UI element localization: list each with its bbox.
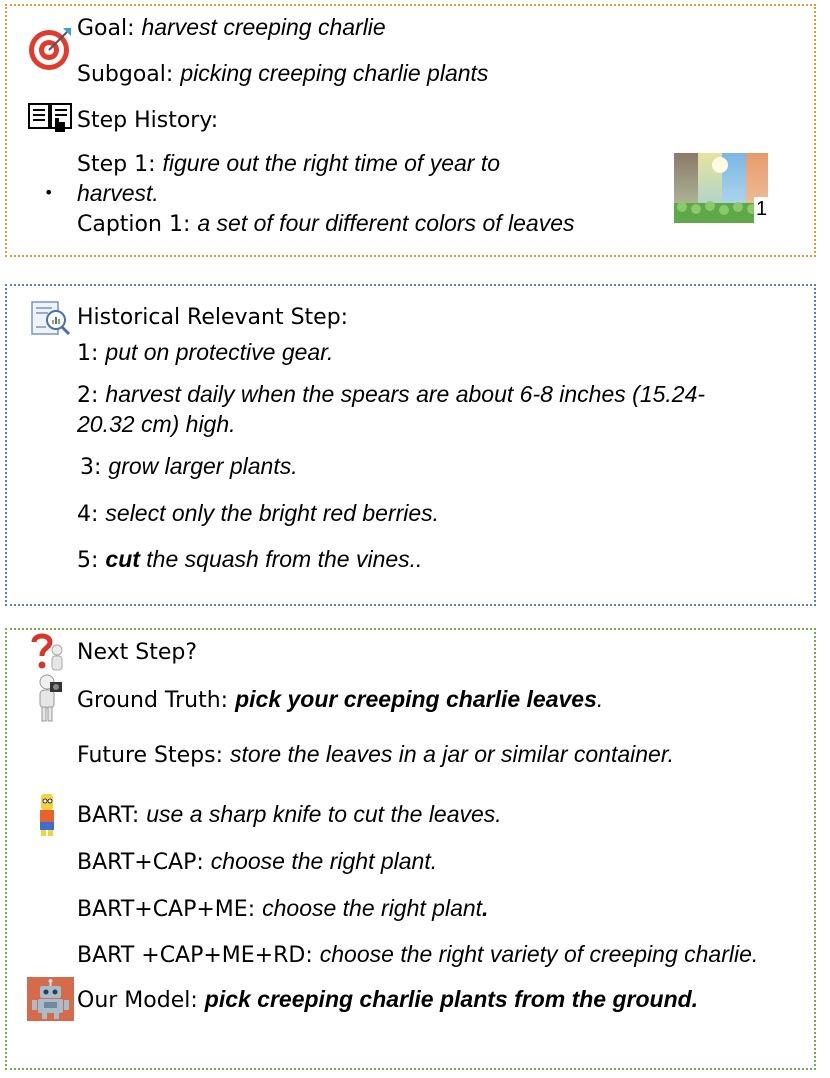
figure-with-camera-icon — [34, 674, 64, 722]
cartoon-character-icon — [36, 794, 58, 836]
future-steps-value: store the leaves in a jar or similar container. — [230, 741, 675, 767]
relevant-step-3: 3: grow larger plants. — [80, 453, 298, 480]
subgoal-value: picking creeping charlie plants — [180, 60, 489, 86]
bart-cap-value: choose the right plant. — [210, 848, 438, 874]
bart-value: use a sharp knife to cut the leaves. — [146, 801, 502, 827]
bart-cap-me-rd-value: choose the right variety of creeping charlie. — [319, 941, 759, 967]
bullet: • — [44, 183, 54, 202]
step1-value-cont: harvest. — [77, 180, 159, 206]
relevant-step-1: 1: put on protective gear. — [77, 339, 334, 366]
step-history-label: Step History: — [77, 108, 219, 133]
subgoal-label: Subgoal — [77, 62, 166, 87]
step-thumbnail-image — [674, 153, 768, 223]
our-model-value: pick creeping charlie plants from the ground. — [204, 986, 699, 1012]
bart-cap-me-rd-label: BART +CAP+ME+RD: — [77, 943, 320, 968]
target-icon — [27, 24, 75, 72]
thumbnail-index: 1 — [756, 198, 768, 220]
bart-cap-label: BART+CAP: — [77, 850, 211, 875]
caption1-value: a set of four different colors of leaves — [197, 210, 575, 236]
robot-icon — [27, 977, 74, 1021]
bart-cap-me-label: BART+CAP+ME: — [77, 897, 263, 922]
relevant-step-4: 4: select only the bright red berries. — [77, 500, 440, 527]
bart-cap-me-value: choose the right plant — [262, 895, 483, 921]
our-model-label: Our Model: — [77, 988, 205, 1013]
ground-truth-value: pick your creeping charlie leaves — [235, 686, 597, 712]
step1-label: Step 1 — [77, 152, 149, 177]
relevant-step-5: 5: cut the squash from the vines.. — [77, 546, 423, 573]
bart-label: BART: — [77, 803, 147, 828]
relevant-steps-title: Historical Relevant Step: — [77, 305, 349, 330]
caption1-label: Caption 1 — [77, 212, 183, 237]
future-steps-label: Future Steps: — [77, 743, 231, 768]
relevant-step-2: 2: harvest daily when the spears are about 6-8 inches (15.24- — [77, 381, 706, 408]
ground-truth-label: Ground Truth: — [77, 688, 236, 713]
document-magnifier-icon — [30, 300, 72, 336]
relevant-step-2-cont: 20.32 cm) high. — [77, 411, 236, 437]
book-hand-icon — [27, 100, 73, 134]
goal-label: Goal — [77, 16, 128, 41]
next-step-title: Next Step? — [77, 640, 198, 665]
goal-value: harvest creeping charlie — [141, 14, 386, 40]
step1-value: figure out the right time of year to — [162, 150, 501, 176]
question-figure-icon — [30, 632, 66, 672]
